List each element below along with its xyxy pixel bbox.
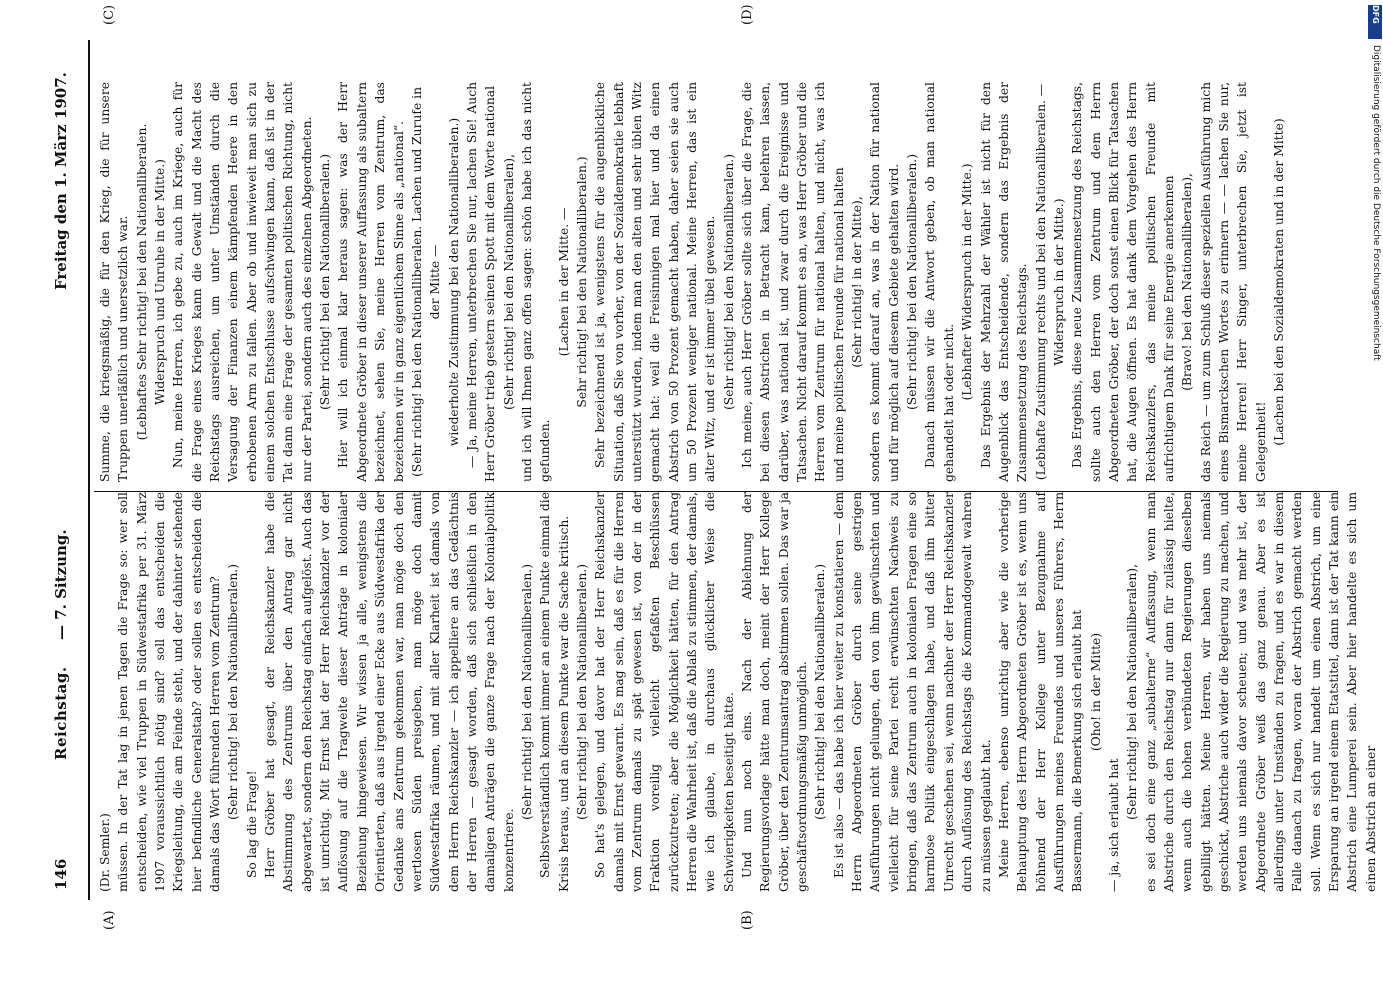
paragraph: Ich meine, auch Herr Gröber sollte sich über die Frage, die bei diesen Abstrichen in Betracht kam, belehren lassen, darüber, was national ist, und zwar durch die Ereignisse und Tatsachen. Nicht darauf kommt es an, was Herr Gröber und die Herren vom Zentrum für national halten, und nicht, was ich und meine politischen Freunde für national halten <box>740 82 846 482</box>
interjection: (Lachen bei den Sozialdemokraten und in der Mitte) <box>1272 118 1286 446</box>
text-column-left <box>96 492 1378 892</box>
paragraph: sondern es kommt darauf an, was in der Nation für national und für möglich auf diesem Gebiete gehalten wird. <box>868 82 901 482</box>
paragraph: Es ist also — das habe ich hier weiter zu konstatieren — dem Herrn Abgeordneten Gröber durch seine gestrigen Ausführungen nicht gelungen, den von ihm gewünschten und vielleicht für seine Partei recht erwünschten Nachweis zu bringen, daß das Zentrum auch in kolonialen Fragen eine so harmlose Politik eingeschlagen habe, und daß ihm bitter Unrecht geschehen sei, wenn nachher der Herr Reichskanzler durch Auflösung des Reichstags die Kommandogewalt wahren zu müssen geglaubt hat. <box>831 492 993 892</box>
text-column-right <box>96 82 1336 482</box>
paragraph: und ich will Ihnen ganz offen sagen: schön habe ich das nicht gefunden. <box>519 82 553 482</box>
paragraph: Das Ergebnis der Mehrzahl der Wähler ist nicht für den Augenblick das Entscheidende, sondern das Ergebnis der Zusammensetzung des Reichstags. <box>978 82 1030 482</box>
interjection: (Sehr richtig! bei den Nationalliberalen.) <box>721 154 736 411</box>
paragraph: müssen. In der Tat lag in jenen Tagen die Frage so: wer soll entscheiden, wie viel Truppen in Südwestafrika per 31. März 1907 voraussichtlich nötig sind? soll das entscheiden die Kriegsleitung, die am Feinde steht, und der dahinter stehende hier befindliche Generalstab? oder sollen es entscheiden die damals das Wort führenden Herren vom Zentrum? <box>116 492 223 892</box>
interjection: (Bravo! bei den Nationalliberalen), <box>1180 173 1195 391</box>
paragraph: So hat's gelegen, und davor hat der Herr Reichskanzler damals mit Ernst gewarnt. Es mag sein, daß es für die Herren vom Zentrum damals zu spät gewesen ist, von der in der Fraktion voreilig vielleicht gefaßten Beschlüssen zurückzutreten; aber die Möglichkeit hätten, für den Antrag Herren die Wahrheit ist, daß die Ablaß zu stimmen, der damals, wie ich glaube, in durchaus glücklicher Weise die Schwierigkeiten beseitigt hätte. <box>593 492 736 892</box>
interjection: (Lebhafter Widerspruch in der Mitte.) <box>960 163 975 401</box>
dfg-strip <box>1368 5 1382 995</box>
interjection: (Oho! in der Mitte) <box>1088 632 1103 752</box>
interjection: (Sehr richtig! bei den Nationalliberalen.) <box>318 154 333 411</box>
margin-mark-a: (A) <box>102 910 117 930</box>
page-number: 146 <box>52 858 70 890</box>
header-session: — 7. Sitzung. <box>52 529 70 640</box>
paragraph: Nun, meine Herren, ich gebe zu, auch im Kriege, auch für die Frage eines Krieges kann die Gewalt und die Macht des Reichstags ausreichen, um unter Umständen durch die Versagung der Finanzen einem kämpfenden Heere in den erhobenen Arm zu fallen. Aber ob und inwieweit man sich zu einem solchen Entschlusse aufschwingen kann, daß ist in der Tat dann eine Frage der gesamten politischen Richtung, nicht nur der Partei, sondern auch des einzelnen Abgeordneten. <box>171 82 314 482</box>
paragraph: Sehr bezeichnend ist ja, wenigstens für die augenblickliche Situation, daß Sie von vorher, von der Sozialdemokratie lebhaft unterstützt wurden, indem man den alten und sehr üblen Witz gemacht hat: weil die Freisinnigen mal hier und da einen Abstrich von 50 Prozent gemacht haben, daher seien sie auch um 50 Prozent weniger national. Meine Herren, das ist ein alter Witz, und er ist immer übel gewesen. <box>593 82 718 482</box>
paragraph: Selbstverständlich kommt immer an einem Punkte einmal die Krisis heraus, und an diesem Punkte war die Sache kritisch. <box>538 492 571 892</box>
speaker-label: (Dr. Semler.) <box>98 813 112 892</box>
interjection: wiederholte Zustimmung bei den Nationalliberalen.) <box>446 117 461 447</box>
margin-mark-c: (C) <box>102 4 117 25</box>
dfg-notice-text: Digitalisierung gefördert durch die Deutsche Forschungsgemeinschaft <box>1371 45 1381 361</box>
paragraph: — Ja, meine Herren, unterbrechen Sie nur, lachen Sie! Auch Herr Gröber trieb gestern seinen Spott mit dem Worte national <box>464 82 498 482</box>
interjection: (Sehr richtig! bei den Nationalliberalen. Lachen und Zurufe in der Mitte — <box>409 87 443 477</box>
paragraph: Meine Herren, ebenso unrichtig aber wie die vorherige Behauptung des Herrn Abgeordneten Gröber ist es, wenn uns höhnend der Herr Kollege unter Bezugnahme auf Ausführungen meines Freundes und unseres Führers, Herrn Bassermann, die Bemerkung sich erlaubt hat <box>996 492 1085 892</box>
interjection: (Lebhafte Zustimmung rechts und bei den Nationalliberalen. — Widerspruch in der Mitte.) <box>1033 83 1066 481</box>
interjection: (Sehr richtig! bei den Nationalliberalen), <box>501 154 516 411</box>
paragraph: — ja, sich erlaubt hat <box>1106 758 1121 892</box>
paragraph: das Reich — um zum Schluß dieser speziellen Ausführung mich eines Bismarckschen Wortes zu erinnern — — lachen Sie nur, meine Herren! Herr Singer, unterbrechen Sie, jetzt ist Gelegenheit! <box>1198 82 1268 482</box>
dfg-logo <box>1368 5 1382 39</box>
margin-mark-d: (D) <box>740 4 755 25</box>
interjection: (Lachen in der Mitte. — <box>556 207 571 357</box>
interjection: (Sehr richtig! bei den Nationalliberalen.) <box>574 564 589 821</box>
interjection: (Sehr richtig! bei den Nationalliberalen.) <box>813 564 828 821</box>
dfg-logo-text: DFG <box>1371 5 1380 24</box>
header-rule <box>88 40 90 900</box>
paragraph: So lag die Frage! <box>244 770 259 878</box>
page-header-left <box>52 480 88 890</box>
paragraph: Summe, die kriegsmäßig, die für den Krieg, die für unsere Truppen unerläßlich und unersetzlich war. <box>98 82 131 482</box>
margin-mark-b: (B) <box>740 910 755 930</box>
paragraph: Herr Gröber hat gesagt, der Reichskanzler habe die Abstimmung des Zentrums über den Antrag gar nicht abgewartet, sondern den Reichstag einfach aufgelöst. Auch das ist unrichtig. Mit Ernst hat der Herr Reichskanzler vor der Auflösung auf die Tragweite dieser Anträge in kolonialer Beziehung hingewiesen. Wir wissen ja alle, wenigstens die Orientierten, daß aus irgend einer Ecke aus Südwestafrika der Gedanke ans Zentrum gekommen war, man möge doch den wertlosen Süden preisgeben, man möge doch damit Südwestafrika räumen, und mit aller Klarheit ist damals von dem Herrn Reichskanzler — ich appelliere an das Gedächtnis der Herren — gesagt worden, daß sich schließlich in den damaligen Anträgen die ganze Frage nach der Kolonialpolitik konzentriere. <box>263 492 516 892</box>
interjection: (Sehr richtig! in der Mitte), <box>850 196 865 368</box>
paragraph: Das Ergebnis, diese neue Zusammensetzung des Reichstags, sollte auch den Herren vom Zentrum und dem Herrn Abgeordneten Gröber, der doch sonst einen Blick für Tatsachen hat, die Augen öffnen. Es hat dank dem Vorgehen des Herrn Reichskanzlers, das meine politischen Freunde mit aufrichtigem Dank für seine Energie anerkennen <box>1070 82 1176 482</box>
interjection: Sehr richtig! bei den Nationalliberalen.) <box>574 156 589 408</box>
header-title: Reichstag. <box>52 666 70 760</box>
interjection: (Sehr richtig! bei den Nationalliberalen.) <box>519 564 534 821</box>
dfg-notice <box>1368 45 1382 605</box>
page-header-right <box>52 50 88 430</box>
interjection: (Sehr richtig! bei den Nationalliberalen.) <box>905 154 920 411</box>
interjection: (Sehr richtig! bei den Nationalliberalen.) <box>226 564 241 821</box>
paragraph: Danach müssen wir die Antwort geben, ob man national gehandelt hat oder nicht. <box>923 82 956 482</box>
paragraph: es sei doch eine ganz „subalterne“ Auffassung, wenn man Abstriche durch den Reichstag nur dann für zulässig hielte, wenn auch die hohen verbündeten Regierungen dieselben gebilligt hätten. Meine Herren, wir haben uns niemals geschickt, Abstriche auch wider die Regierung zu machen, und werden uns niemals davor scheuen; und was mehr ist, der Abgeordnete Gröber weiß das ganz genau. Aber es ist allerdings unter Umständen zu fragen, und es war in diesem Falle danach zu fragen, woran der Abstrich gemacht werden soll. Wenn es sich nur handelt um einen Abstrich, um eine Ersparung an irgend einem Etatstitel, dann ist der Tat kann ein Abstrich eine Lumperei sein. Aber hier handelte es sich um einen Abstrich an einer <box>1143 492 1378 892</box>
interjection: (Lebhaftes Sehr richtig! bei den Nationalliberalen. Widerspruch und Unruhe in der Mitte.) <box>134 123 168 441</box>
paragraph: Und nun noch eins. Nach der Ablehnung der Regierungsvorlage hätte man doch, meint der Herr Kollege Gröber, über den Zentrumsantrag abstimmen sollen. Das war ja geschäftsordnungsmäßig unmöglich. <box>740 492 810 892</box>
header-date: Freitag den 1. März 1907. <box>52 72 70 290</box>
paragraph: Hier will ich einmal klar heraus sagen: was der Herr Abgeordnete Gröber in dieser unserer Auffassung als subaltern bezeichnet, sehen Sie, meine Herren vom Zentrum, das bezeichnen wir in ganz eigentlichem Sinne als „national“. <box>336 82 406 482</box>
interjection: (Sehr richtig! bei den Nationalliberalen), <box>1125 564 1140 821</box>
